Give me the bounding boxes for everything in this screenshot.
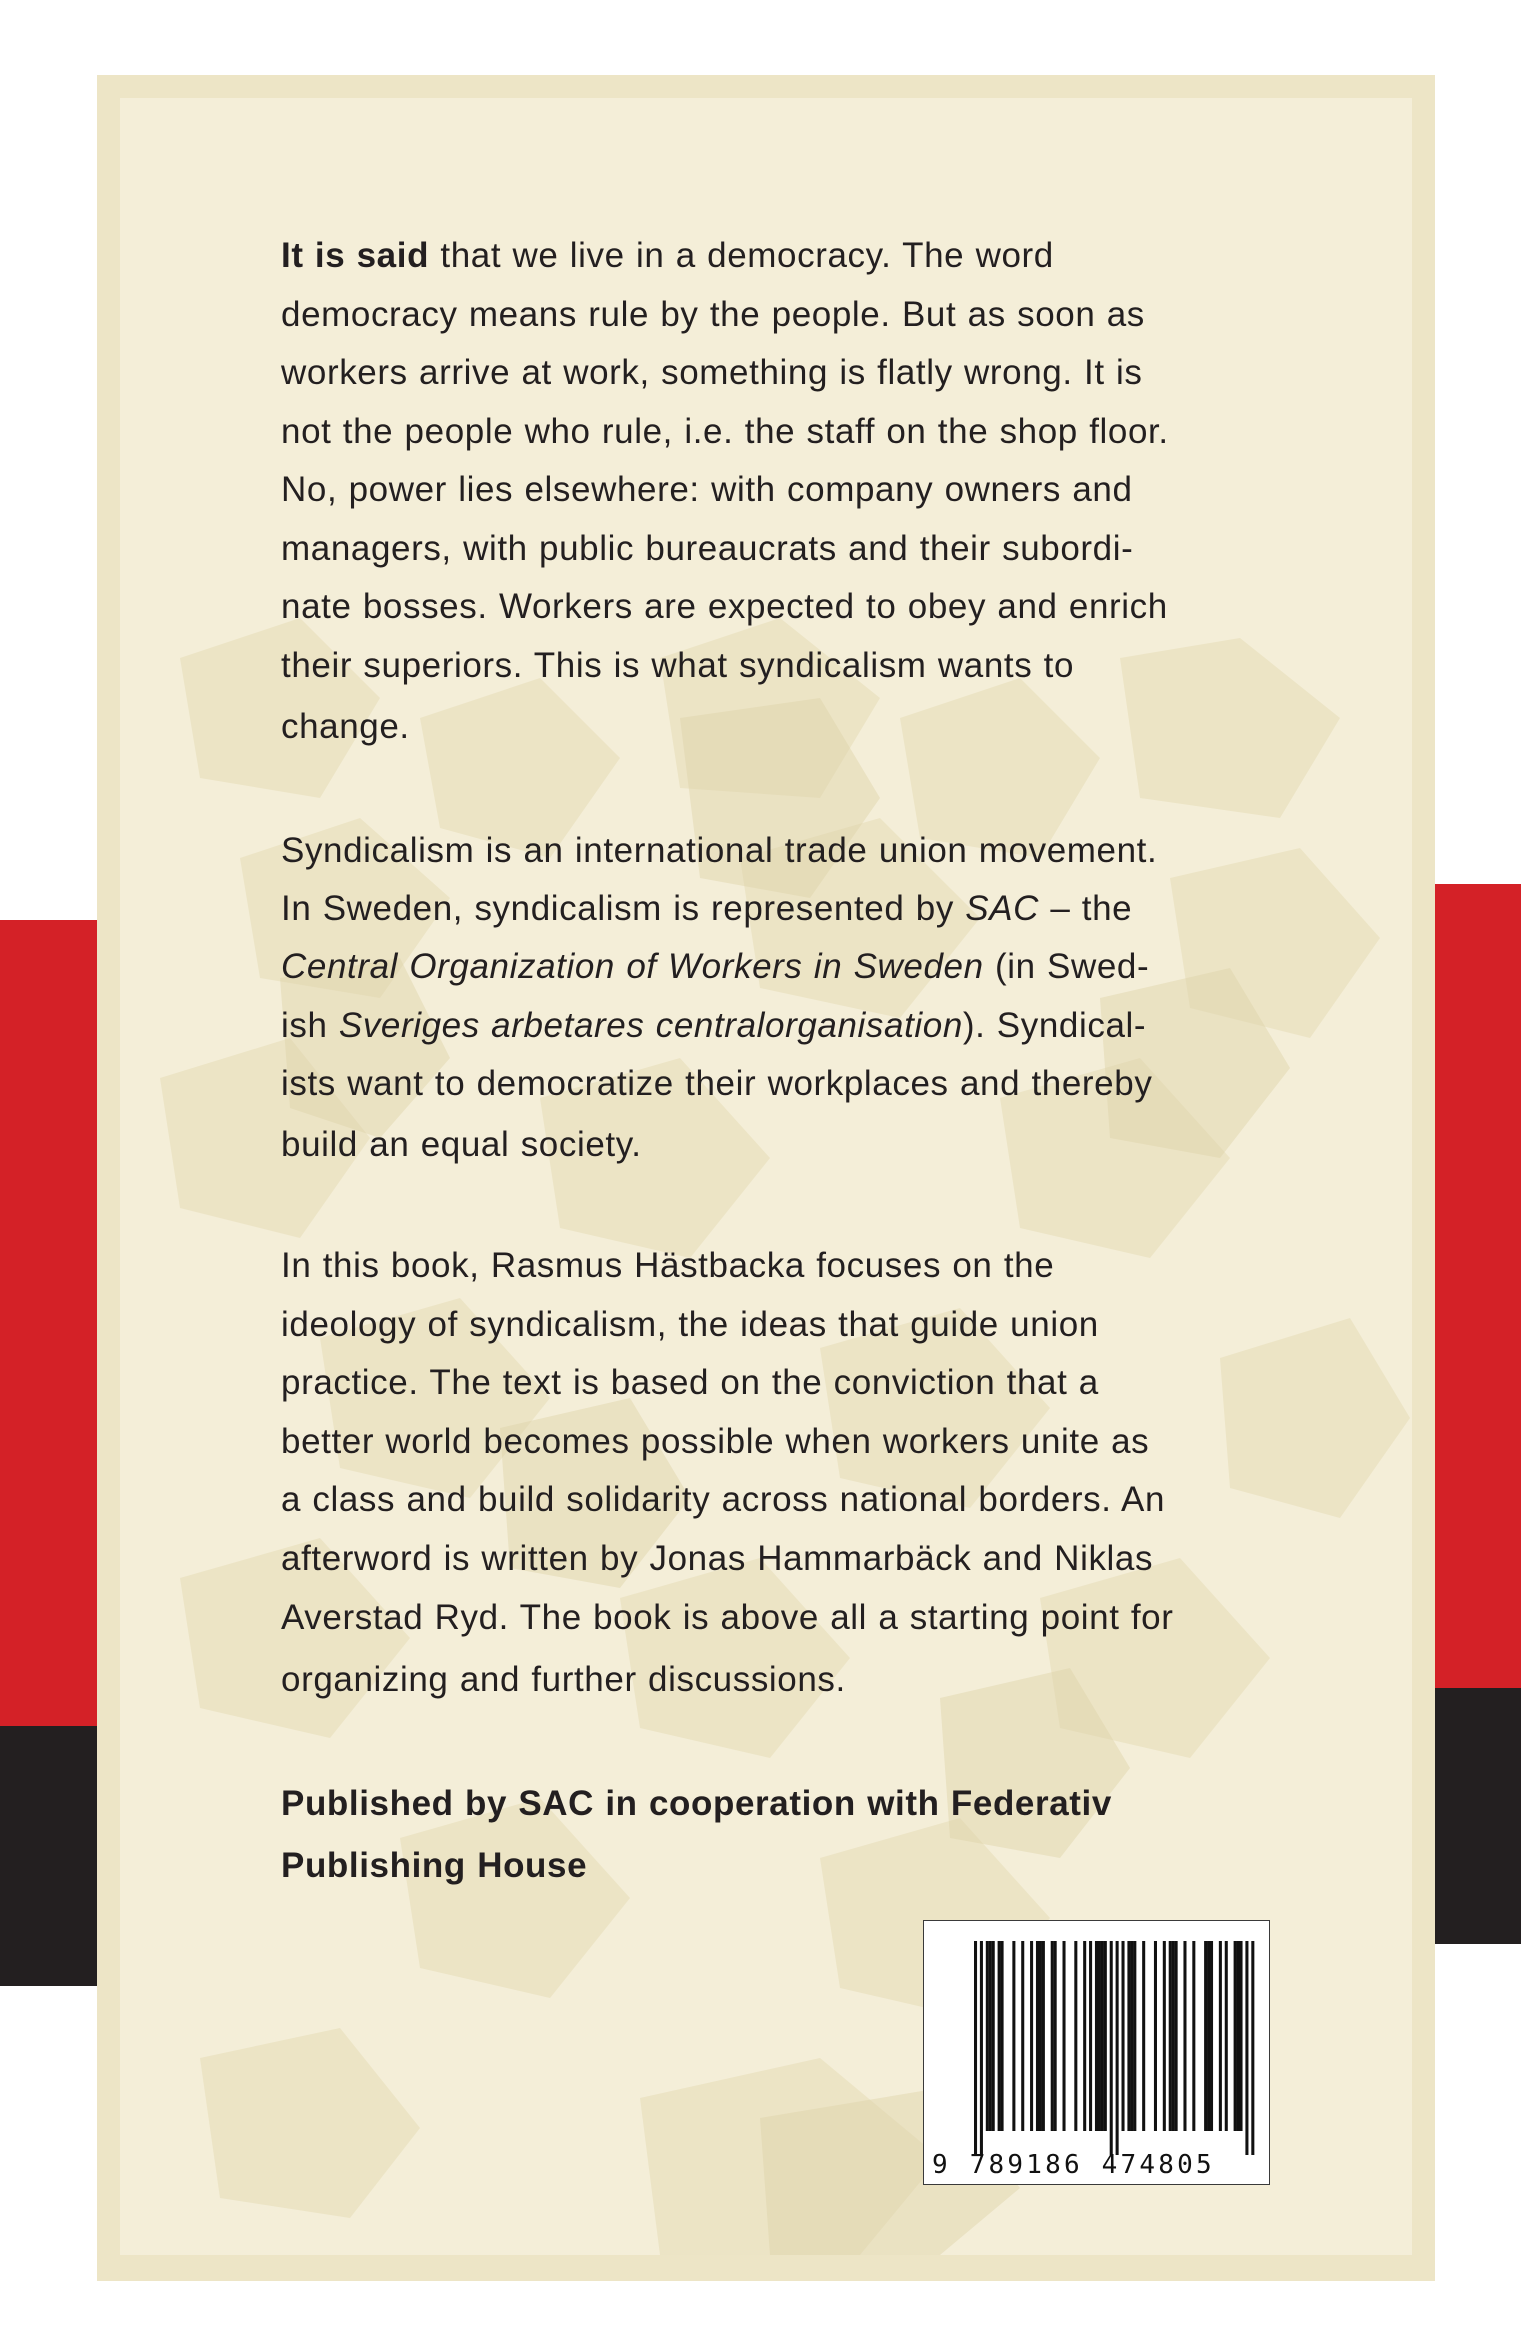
text-run: In Sweden, syndicalism is represented by — [281, 889, 966, 928]
text-line: Syndicalism is an international trade union movement. — [281, 831, 1158, 870]
publisher-line: Publishing House — [281, 1846, 588, 1885]
text-line: their superiors. This is what syndicalism wants to — [281, 646, 1075, 685]
text-line: build an equal society. — [281, 1125, 642, 1164]
barcode-bar — [1163, 1941, 1166, 2131]
barcode-bar — [1012, 1941, 1015, 2131]
barcode-bar — [1219, 1941, 1222, 2131]
barcode-bar — [1063, 1941, 1066, 2131]
barcode-bar — [992, 1941, 995, 2131]
publisher-line: Published by SAC in cooperation with Federativ — [281, 1784, 1112, 1823]
barcode-bar — [1251, 1941, 1254, 2155]
barcode-bar — [1110, 1941, 1113, 2155]
text-line: practice. The text is based on the conviction that a — [281, 1363, 1099, 1402]
text-line: better world becomes possible when workers unite as — [281, 1422, 1150, 1461]
barcode-bar — [1098, 1941, 1101, 2131]
barcode-bar — [1039, 1941, 1042, 2131]
barcode-bar — [1001, 1941, 1004, 2131]
barcode-bar — [1089, 1941, 1092, 2131]
back-cover-panel — [97, 75, 1435, 2281]
barcode-bar — [1240, 1941, 1243, 2131]
text-line — [281, 235, 1054, 277]
barcode-bar — [1083, 1941, 1086, 2131]
barcode-bar — [1130, 1941, 1133, 2131]
text-line: In this book, Rasmus Hästbacka focuses on the — [281, 1246, 1055, 1285]
text-line: not the people who rule, i.e. the staff on the shop floor. — [281, 412, 1169, 451]
barcode-bar — [1021, 1941, 1024, 2131]
italic-text: SAC — [965, 889, 1040, 928]
text-line: No, power lies elsewhere: with company owners and — [281, 470, 1133, 509]
text-line: Averstad Ryd. The book is above all a starting point for — [281, 1598, 1174, 1637]
barcode-bar — [1225, 1941, 1228, 2131]
barcode-bar — [1192, 1941, 1195, 2131]
barcode-bar — [1207, 1941, 1210, 2131]
barcode-bar — [1234, 1941, 1237, 2131]
barcode-bar — [1051, 1941, 1054, 2131]
barcode-bar — [1074, 1941, 1077, 2131]
barcode-bar — [989, 1941, 992, 2131]
barcode-digits: 9 789186 474805 — [932, 2150, 1215, 2180]
barcode-bar — [1036, 1941, 1039, 2131]
text-line: democracy means rule by the people. But as soon as — [281, 295, 1145, 334]
text-run: (in Swed- — [983, 947, 1150, 986]
barcode-bar — [1116, 1941, 1119, 2155]
barcode-bar — [1237, 1941, 1240, 2131]
barcode-bar — [1245, 1941, 1248, 2155]
barcode-bar — [1210, 1941, 1213, 2131]
barcode-bar — [1133, 1941, 1136, 2131]
barcode-bars — [924, 1921, 1268, 2183]
barcode-bar — [1095, 1941, 1098, 2131]
barcode-bar — [1172, 1941, 1175, 2131]
text-line: change. — [281, 707, 410, 746]
text-line: ideology of syndicalism, the ideas that guide union — [281, 1305, 1099, 1344]
text-line: afterword is written by Jonas Hammarbäck and Niklas — [281, 1539, 1154, 1578]
back-cover-inner-frame — [120, 98, 1412, 2255]
barcode-bar — [1175, 1941, 1178, 2131]
barcode-bar — [974, 1941, 977, 2155]
barcode-bar — [1030, 1941, 1033, 2131]
barcode-bar — [1169, 1941, 1172, 2131]
text-line — [281, 946, 1149, 988]
barcode-bar — [1042, 1941, 1045, 2131]
black-band-left — [0, 1726, 110, 1986]
barcode-bar — [1122, 1941, 1125, 2131]
text-run: – the — [1039, 889, 1133, 928]
text-run: ). Syndical- — [962, 1006, 1147, 1045]
barcode-bar — [1142, 1941, 1145, 2131]
text-line: nate bosses. Workers are expected to obey and enrich — [281, 587, 1168, 626]
italic-text: Sveriges arbetares centralorganisation — [338, 1006, 963, 1045]
barcode-bar — [980, 1941, 983, 2155]
barcode-bar — [1101, 1941, 1104, 2131]
text-line: a class and build solidarity across national borders. An — [281, 1480, 1166, 1519]
text-line: managers, with public bureaucrats and their subordi- — [281, 529, 1134, 568]
text-line — [281, 888, 1132, 930]
text-line: organizing and further discussions. — [281, 1660, 846, 1699]
text-run: that we live in a democracy. The word — [429, 236, 1054, 275]
barcode-bar — [1204, 1941, 1207, 2131]
text-line — [281, 1005, 1146, 1047]
text-line: ists want to democratize their workplaces and thereby — [281, 1064, 1153, 1103]
barcode-bar — [1104, 1941, 1107, 2131]
barcode-bar — [986, 1941, 989, 2131]
barcode-bar — [1127, 1941, 1130, 2131]
barcode-bar — [1054, 1941, 1057, 2131]
text-run: ish — [281, 1006, 339, 1045]
barcode-bar — [1154, 1941, 1157, 2131]
red-band-left — [0, 920, 110, 1728]
barcode-bar — [998, 1941, 1001, 2131]
barcode-bar — [1183, 1941, 1186, 2131]
lead-in-bold: It is said — [281, 236, 430, 275]
text-line: workers arrive at work, something is flatly wrong. It is — [281, 353, 1143, 392]
italic-text: Central Organization of Workers in Sweden — [281, 947, 984, 986]
isbn-barcode — [923, 1920, 1270, 2185]
